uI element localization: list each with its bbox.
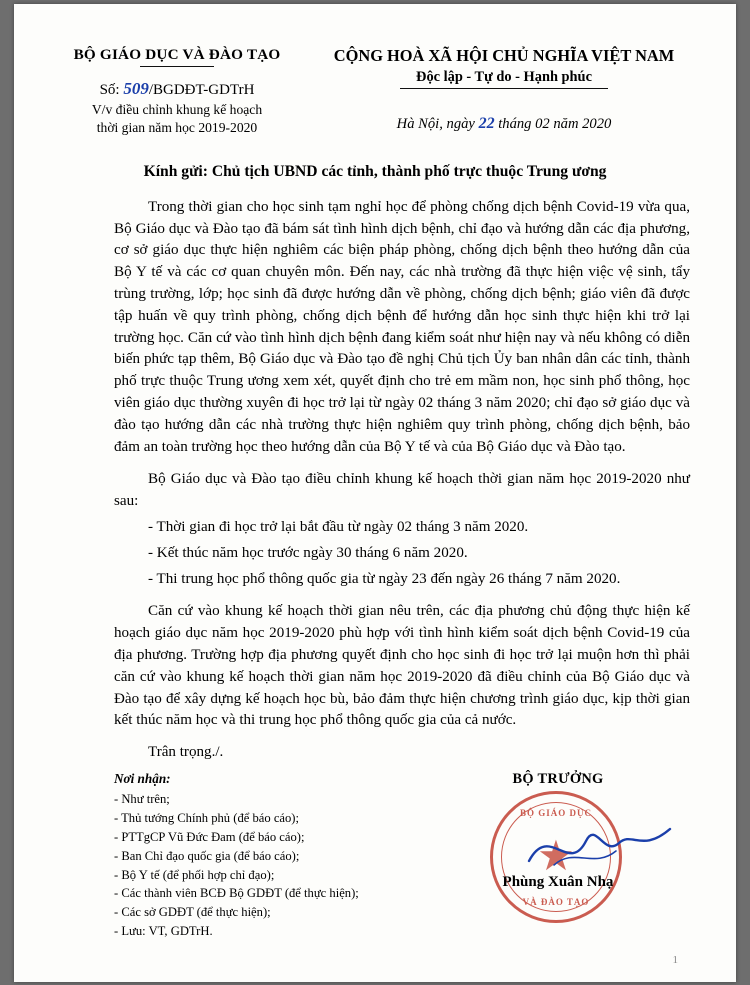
document-number-prefix: Số: (99, 82, 120, 98)
paragraph-2: Bộ Giáo dục và Đào tạo điều chỉnh khung kế hoạch thời gian năm học 2019-2020 như sau: (114, 471, 690, 510)
ministry-name: BỘ GIÁO DỤC VÀ ĐÀO TẠO (73, 46, 281, 63)
nation-title: CỘNG HOÀ XÃ HỘI CHỦ NGHĨA VIỆT NAM (333, 46, 675, 65)
motto-underline (400, 88, 608, 89)
subject-line-2: thời gian năm học 2019-2020 (96, 119, 258, 135)
date-day: 22 (478, 115, 495, 132)
nation-motto: Độc lập - Tự do - Hạnh phúc (416, 69, 592, 85)
list-item: - Lưu: VT, GDTrH. (114, 924, 213, 939)
list-item: - Thủ tướng Chính phủ (để báo cáo); (114, 810, 299, 825)
header-left-block (48, 46, 306, 137)
bullet-item-1: - Thời gian đi học trở lại bắt đầu từ ngày 02 tháng 3 năm 2020. (148, 519, 529, 536)
list-item: - Bộ Y tế (để phối hợp chỉ đạo); (114, 867, 275, 882)
seal-star-icon: ★ (537, 834, 575, 881)
list-item: - Các sở GDĐT (để thực hiện); (114, 905, 271, 920)
paper-sheet (14, 4, 736, 982)
recipients-title: Nơi nhận: (114, 771, 171, 787)
document-subject (48, 101, 306, 137)
recipients-block (114, 769, 414, 941)
signature-block (414, 769, 702, 941)
signer-name: Phùng Xuân Nhạ (502, 874, 614, 891)
seal-text-bottom: VÀ ĐÀO TẠO (522, 897, 590, 908)
bullet-item-2: - Kết thúc năm học trước ngày 30 tháng 6 năm 2020. (148, 544, 468, 561)
ministry-underline (140, 66, 214, 67)
paragraph-1: Trong thời gian cho học sinh tạm nghỉ học để phòng chống dịch bệnh Covid-19 vừa qua, Bộ Giáo dục và Đào tạo đã bám sát tình hình dịch bệnh, chỉ đạo và hướng dẫn các địa phương, cơ sở giáo dục thực hiện nghiêm các biện pháp phòng, chống dịch bệnh theo hướng dẫn của Bộ Y tế và các cơ quan chuyên môn. Đến nay, các nhà trường đã thực hiện việc vệ sinh, tẩy trùng trường, lớp; học sinh đã được hướng dẫn về phòng, chống dịch bệnh; giáo viên đã được tập huấn về quy trình phòng, chống dịch bệnh để hướng dẫn học sinh thực hiện khi trở lại trường học. Căn cứ vào tình hình dịch bệnh đang kiểm soát như hiện nay và nếu không có diễn biến phức tạp thêm, Bộ Giáo dục và Đào tạo đề nghị Chủ tịch Ủy ban nhân dân các tỉnh, thành phố trực thuộc Trung ương xem xét, quyết định cho trẻ em mầm non, học sinh phổ thông, học viên giáo dục thường xuyên đi học trở lại từ ngày 02 tháng 3 năm 2020; chỉ đạo sở giáo dục và đào tạo hướng dẫn các nhà trường thực hiện nghiêm quy trình phòng, chống dịch bệnh, bảo đảm an toàn trường học theo hướng dẫn của Bộ Y tế và của Bộ Giáo dục và Đào tạo. (114, 198, 690, 455)
place-date-suffix: tháng 02 năm 2020 (498, 116, 612, 132)
document-body (14, 4, 736, 982)
page-number: 1 (672, 954, 678, 966)
place-date (306, 115, 702, 133)
recipient-line: Kính gửi: Chủ tịch UBND các tỉnh, thành phố trực thuộc Trung ương (143, 162, 607, 180)
regards-line: Trân trọng./. (148, 744, 224, 761)
list-item: - Ban Chỉ đạo quốc gia (để báo cáo); (114, 848, 300, 863)
list-item: - PTTgCP Vũ Đức Đam (để báo cáo); (114, 829, 305, 844)
place-date-prefix: Hà Nội, ngày (396, 116, 475, 132)
document-number-value: 509 (123, 79, 149, 98)
list-item: - Như trên; (114, 792, 170, 806)
list-item: - Các thành viên BCĐ Bộ GDĐT (để thực hiện); (114, 886, 359, 901)
official-seal-icon (490, 791, 622, 923)
document-number-suffix: /BGDĐT-GDTrH (148, 82, 255, 98)
seal-text-top: BỘ GIÁO DỤC (519, 808, 592, 819)
subject-line-1: V/v điều chỉnh khung kế hoạch (91, 102, 263, 117)
document-footer (14, 769, 736, 941)
paragraph-final: Căn cứ vào khung kế hoạch thời gian nêu trên, các địa phương chủ động thực hiện kế hoạch giáo dục năm học 2019-2020 phù hợp với tình hình kiểm soát dịch bệnh Covid-19 của địa phương. Trường hợp địa phương quyết định cho học sinh đi học trở lại muộn hơn thì phải căn cứ vào khung kế hoạch thời gian năm học 2019-2020 đã điều chỉnh của Bộ Giáo dục và Đào tạo để xây dựng kế hoạch học bù, bảo đảm thực hiện chương trình giáo dục, kịp thời gian kết thúc năm học và thi trung học phổ thông quốc gia của cả nước. (114, 603, 690, 729)
header-right-block (306, 46, 702, 133)
signer-title: BỘ TRƯỞNG (512, 771, 604, 788)
document-header (14, 4, 736, 137)
document-content (14, 197, 736, 732)
recipients-list (114, 790, 414, 941)
document-number-line (48, 79, 306, 99)
bullet-item-3: - Thi trung học phổ thông quốc gia từ ngày 23 đến ngày 26 tháng 7 năm 2020. (148, 570, 621, 587)
